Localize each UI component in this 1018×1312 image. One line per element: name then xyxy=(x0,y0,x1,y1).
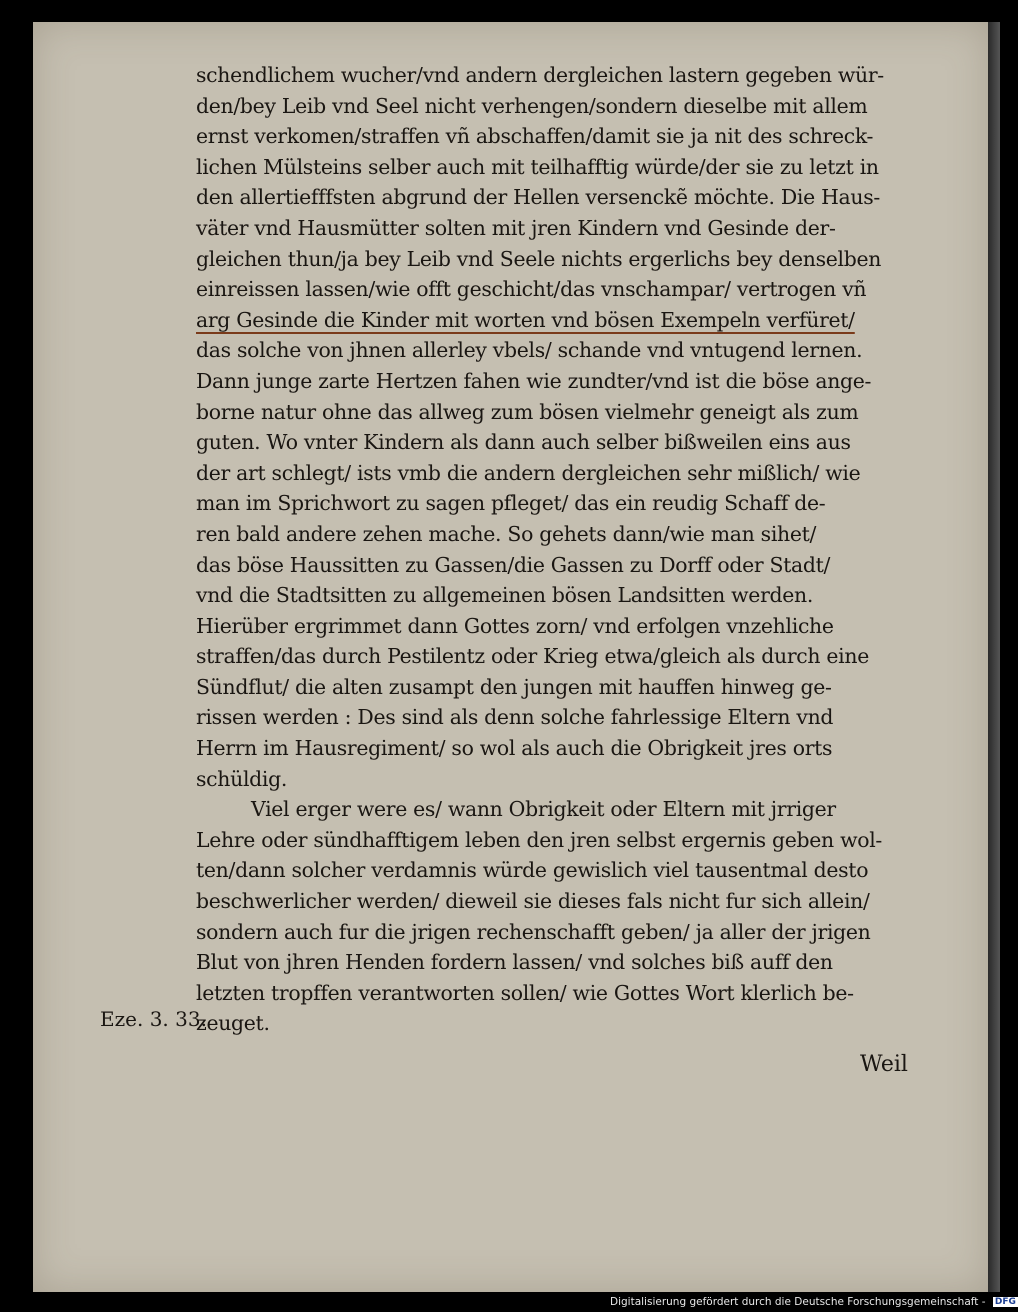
text-line-10: das solche von jhnen allerley vbels/ schande vnd vntugend lernen. xyxy=(196,338,863,363)
text-line-13: guten. Wo vnter Kindern als dann auch selber bißweilen eins aus xyxy=(196,430,851,455)
text-line-16: ren bald andere zehen mache. So gehets dann/wie man sihet/ xyxy=(196,521,817,546)
text-line-4: lichen Mülsteins selber auch mit teilhafftig würde/der sie zu letzt in xyxy=(196,154,879,179)
text-line-11: Dann junge zarte Hertzen fahen wie zundter/vnd ist die böse ange- xyxy=(196,368,872,393)
digitization-credit xyxy=(610,1296,1018,1308)
text-line-32: zeuget. xyxy=(196,1011,270,1036)
catchword: Weil xyxy=(860,1052,908,1077)
main-text-block xyxy=(196,60,931,1039)
text-line-30: Blut von jhren Henden fordern lassen/ vnd solches biß auff den xyxy=(196,950,833,975)
text-line-27: ten/dann solcher verdamnis würde gewislich viel tausentmal desto xyxy=(196,858,869,883)
text-line-20: straffen/das durch Pestilentz oder Krieg etwa/gleich als durch eine xyxy=(196,644,869,669)
text-line-29: sondern auch fur die jrigen rechenschafft geben/ ja aller der jrigen xyxy=(196,919,871,944)
text-line-28: beschwerlicher werden/ dieweil sie dieses fals nicht fur sich allein/ xyxy=(196,889,870,914)
text-line-26: Lehre oder sündhafftigem leben den jren selbst ergernis geben wol- xyxy=(196,827,883,852)
text-line-17: das böse Haussitten zu Gassen/die Gassen zu Dorff oder Stadt/ xyxy=(196,552,831,577)
text-line-7: gleichen thun/ja bey Leib vnd Seele nichts ergerlichs bey denselben xyxy=(196,246,882,271)
text-line-2: den/bey Leib vnd Seel nicht verhengen/sondern dieselbe mit allem xyxy=(196,93,868,118)
text-line-5: den allertiefffsten abgrund der Hellen versenckẽ möchte. Die Haus- xyxy=(196,185,880,210)
text-line-3: ernst verkomen/straffen vñ abschaffen/damit sie ja nit des schreck- xyxy=(196,124,874,149)
text-line-31: letzten tropffen verantworten sollen/ wie Gottes Wort klerlich be- xyxy=(196,980,854,1005)
text-line-8: einreissen lassen/wie offt geschicht/das vnschampar/ vertrogen vñ xyxy=(196,277,867,302)
margin-reference: Eze. 3. 33. xyxy=(100,1007,207,1031)
text-line-6: väter vnd Hausmütter solten mit jren Kindern vnd Gesinde der- xyxy=(196,215,836,240)
credit-text: Digitalisierung gefördert durch die Deutsche Forschungsgemeinschaft - xyxy=(610,1296,986,1308)
text-line-24: schüldig. xyxy=(196,766,288,791)
text-line-22: rissen werden : Des sind als denn solche fahrlessige Eltern vnd xyxy=(196,705,834,730)
text-line-12: borne natur ohne das allweg zum bösen vielmehr geneigt als zum xyxy=(196,399,859,424)
text-line-9: arg Gesinde die Kinder mit worten vnd bösen Exempeln verfüret/ xyxy=(196,307,855,332)
text-line-1: schendlichem wucher/vnd andern dergleichen lastern gegeben wür- xyxy=(196,63,884,87)
page-edge xyxy=(988,22,1000,1292)
text-line-19: Hierüber ergrimmet dann Gottes zorn/ vnd erfolgen vnzehliche xyxy=(196,613,834,638)
dfg-logo: DFG xyxy=(994,1297,1016,1307)
text-line-21: Sündflut/ die alten zusampt den jungen mit hauffen hinweg ge- xyxy=(196,674,832,699)
text-line-25: Viel erger were es/ wann Obrigkeit oder Eltern mit jrriger xyxy=(251,797,836,822)
text-line-23: Herrn im Hausregiment/ so wol als auch die Obrigkeit jres orts xyxy=(196,736,833,761)
text-line-18: vnd die Stadtsitten zu allgemeinen bösen Landsitten werden. xyxy=(196,583,814,608)
text-line-15: man im Sprichwort zu sagen pfleget/ das ein reudig Schaff de- xyxy=(196,491,826,516)
text-line-14: der art schlegt/ ists vmb die andern dergleichen sehr mißlich/ wie xyxy=(196,460,861,485)
